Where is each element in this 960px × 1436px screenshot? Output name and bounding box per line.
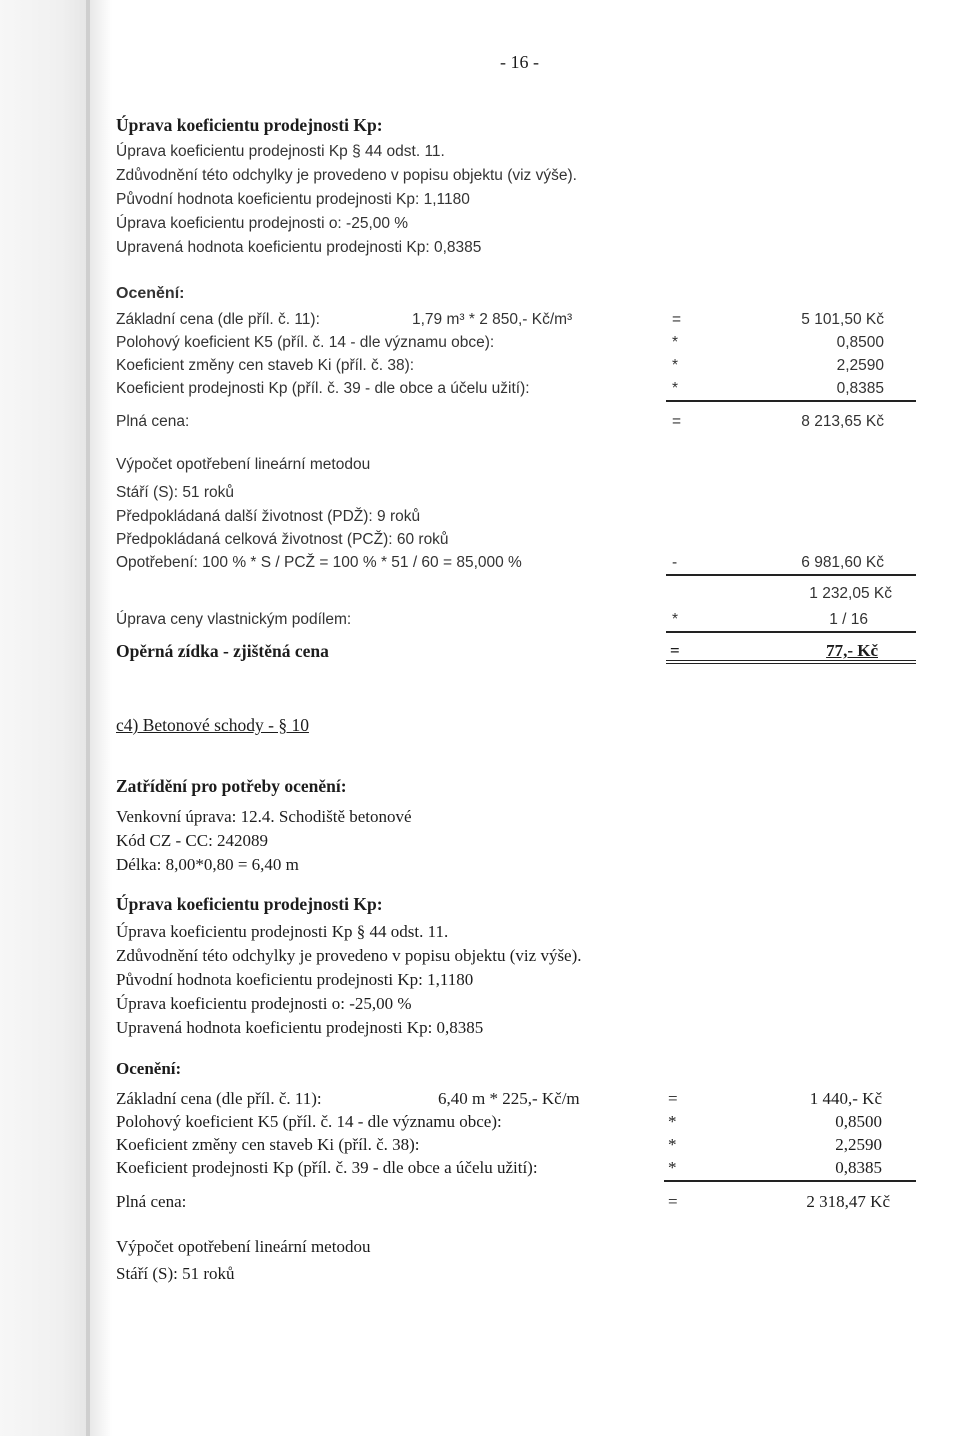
row-value: 2,2590 <box>836 357 884 374</box>
row-operator: - <box>672 554 678 571</box>
row-label: Koeficient prodejnosti Kp (příl. č. 39 - dle obce a účelu užití): <box>116 380 530 397</box>
text-line: Zdůvodnění této odchylky je provedeno v popisu objektu (viz výše). <box>116 167 577 184</box>
text-line: Předpokládaná celková životnost (PCŽ): 60 roků <box>116 531 449 548</box>
plna-cena-label: Plná cena: <box>116 413 190 430</box>
row-operator: * <box>672 380 679 397</box>
text-line: Výpočet opotřebení lineární metodou <box>116 456 371 473</box>
row-operator: = <box>668 1192 678 1211</box>
row-calc: 1,79 m³ * 2 850,- Kč/m³ <box>412 311 573 328</box>
text-line: Délka: 8,00*0,80 = 6,40 m <box>116 855 299 874</box>
oceneni-heading-1: Ocenění: <box>116 285 185 302</box>
row-label: Koeficient změny cen staveb Ki (příl. č. 38): <box>116 357 415 374</box>
row-operator: = <box>670 641 680 660</box>
row-operator: * <box>668 1135 677 1154</box>
text-line: Úprava koeficientu prodejnosti Kp § 44 odst. 11. <box>116 143 445 160</box>
row-operator: * <box>672 611 679 628</box>
row-value: 2,2590 <box>835 1135 882 1154</box>
total-rule <box>664 1180 916 1182</box>
plna-cena-label: Plná cena: <box>116 1192 187 1211</box>
oceneni-heading-2: Ocenění: <box>116 1059 182 1078</box>
section-heading-kp-2: Úprava koeficientu prodejnosti Kp: <box>116 894 383 914</box>
text-line: Stáří (S): 51 roků <box>116 484 235 501</box>
subtotal-value: 1 232,05 Kč <box>809 585 892 602</box>
text-line: Kód CZ - CC: 242089 <box>116 831 269 850</box>
row-label: Koeficient prodejnosti Kp (příl. č. 39 - dle obce a účelu užití): <box>116 1158 538 1177</box>
total-rule <box>666 574 916 576</box>
opotrebeni-value: 6 981,60 Kč <box>801 554 884 571</box>
zatrideni-heading: Zatřídění pro potřeby ocenění: <box>116 776 347 796</box>
text-line: Upravená hodnota koeficientu prodejnosti Kp: 0,8385 <box>116 1018 484 1037</box>
row-operator: * <box>672 357 679 374</box>
row-label: Polohový koeficient K5 (příl. č. 14 - dle významu obce): <box>116 334 495 351</box>
final-price-value: 77,- Kč <box>826 641 878 660</box>
row-operator: * <box>668 1158 677 1177</box>
row-value: 1 440,- Kč <box>809 1089 882 1108</box>
row-operator: * <box>672 334 679 351</box>
text-line: Venkovní úprava: 12.4. Schodiště betonové <box>116 807 412 826</box>
text-line: Výpočet opotřebení lineární metodou <box>116 1237 371 1256</box>
row-value: 0,8385 <box>835 1158 882 1177</box>
text-line: Původní hodnota koeficientu prodejnosti Kp: 1,1180 <box>116 191 470 208</box>
podil-label: Úprava ceny vlastnickým podílem: <box>116 611 352 628</box>
page-binding-shadow <box>0 0 112 1436</box>
plna-cena-value: 2 318,47 Kč <box>806 1192 890 1211</box>
row-label: Koeficient změny cen staveb Ki (příl. č. 38): <box>116 1135 420 1154</box>
opotrebeni-label: Opotřebení: 100 % * S / PCŽ = 100 % * 51 / 60 = 85,000 % <box>116 554 522 571</box>
total-rule <box>666 400 916 402</box>
page-binding-line <box>86 0 90 1436</box>
text-line: Předpokládaná další životnost (PDŽ): 9 roků <box>116 508 421 525</box>
row-operator: = <box>668 1089 678 1108</box>
text-line: Upravená hodnota koeficientu prodejnosti Kp: 0,8385 <box>116 239 482 256</box>
page-number: - 16 - <box>500 52 539 72</box>
row-operator: = <box>672 311 682 328</box>
final-price-label: Opěrná zídka - zjištěná cena <box>116 641 329 661</box>
row-operator: * <box>668 1112 677 1131</box>
text-line: Stáří (S): 51 roků <box>116 1264 235 1283</box>
text-line: Úprava koeficientu prodejnosti Kp § 44 odst. 11. <box>116 922 449 941</box>
row-label: Základní cena (dle příl. č. 11): <box>116 1089 322 1108</box>
section-title-c4: c4) Betonové schody - § 10 <box>116 715 309 735</box>
row-calc: 6,40 m * 225,- Kč/m <box>438 1089 580 1108</box>
plna-cena-value: 8 213,65 Kč <box>801 413 884 430</box>
section-heading-kp-1: Úprava koeficientu prodejnosti Kp: <box>116 115 383 135</box>
text-line: Zdůvodnění této odchylky je provedeno v popisu objektu (viz výše). <box>116 946 582 965</box>
row-label: Polohový koeficient K5 (příl. č. 14 - dle významu obce): <box>116 1112 502 1131</box>
row-value: 0,8385 <box>836 380 884 397</box>
total-rule <box>666 631 916 633</box>
row-value: 0,8500 <box>835 1112 882 1131</box>
podil-value: 1 / 16 <box>829 611 868 628</box>
text-line: Původní hodnota koeficientu prodejnosti Kp: 1,1180 <box>116 970 474 989</box>
text-line: Úprava koeficientu prodejnosti o: -25,00 % <box>116 994 412 1013</box>
double-rule <box>666 660 916 661</box>
row-value: 0,8500 <box>836 334 884 351</box>
row-operator: = <box>672 413 682 430</box>
row-value: 5 101,50 Kč <box>801 311 884 328</box>
double-rule <box>666 663 916 664</box>
text-line: Úprava koeficientu prodejnosti o: -25,00 % <box>116 215 409 232</box>
row-label: Základní cena (dle příl. č. 11): <box>116 311 320 328</box>
